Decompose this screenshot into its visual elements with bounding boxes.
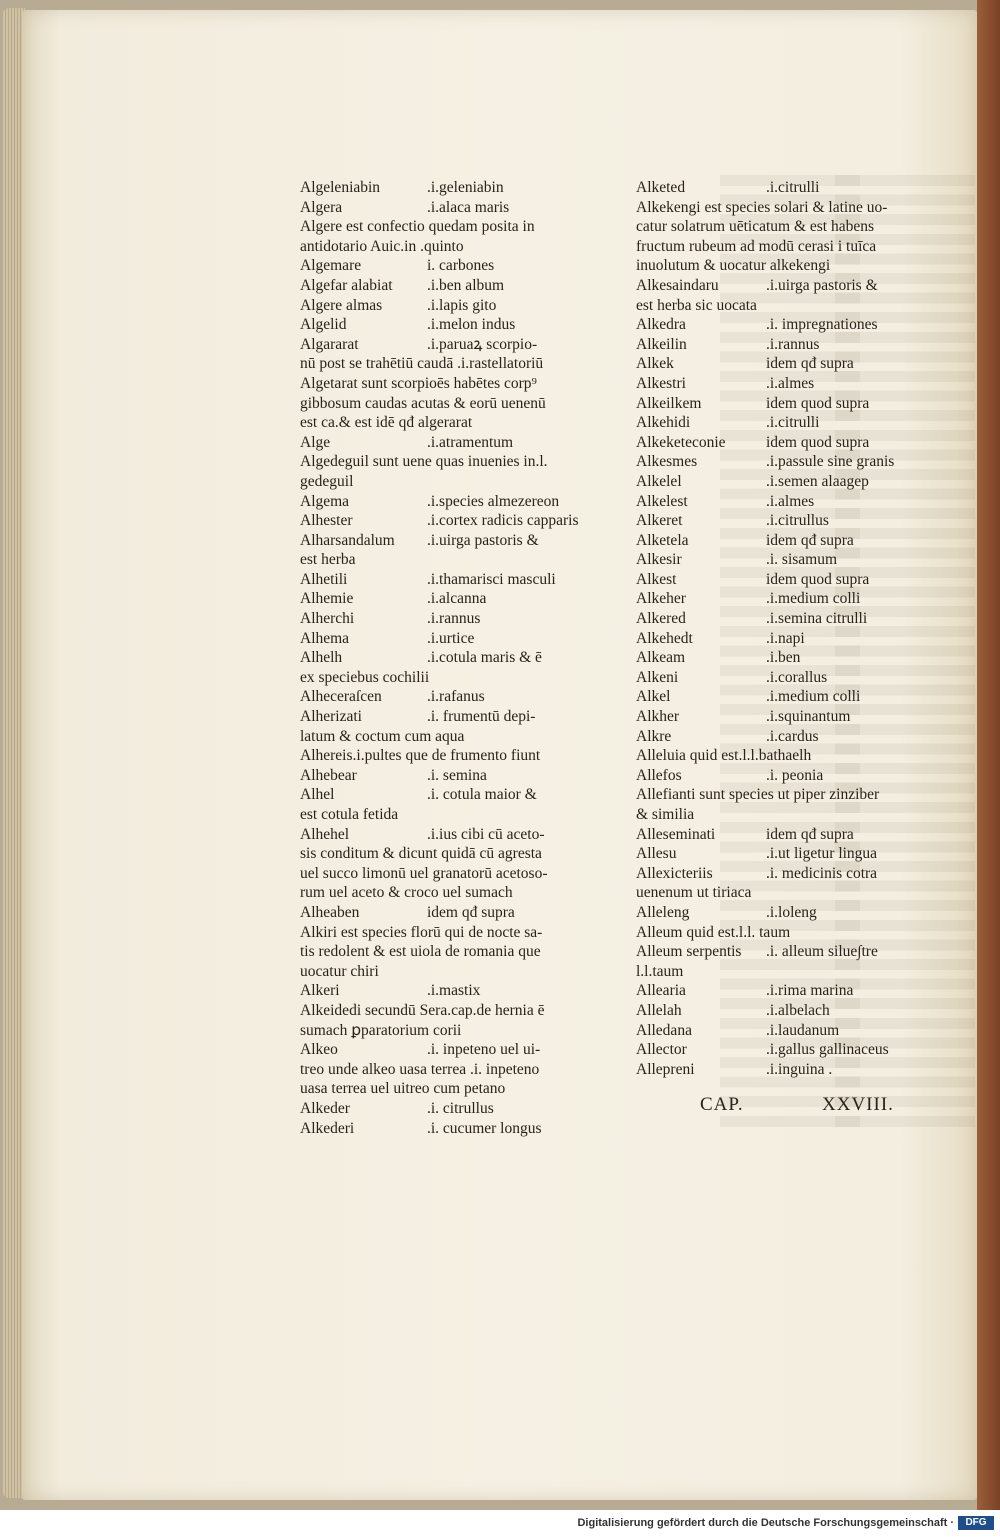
entry-definition: .i.alcanna bbox=[427, 590, 487, 608]
entry-definition: .i.gallus gallinaceus bbox=[766, 1041, 889, 1059]
entry-line bbox=[292, 746, 567, 766]
entry-headword: Alkeher bbox=[636, 590, 686, 608]
entry-headword: Alkek bbox=[636, 355, 674, 373]
entry-line bbox=[628, 1040, 908, 1060]
book-spine bbox=[977, 0, 1000, 1510]
entry-line bbox=[292, 1060, 567, 1080]
entry-headword: Alhebear bbox=[300, 766, 357, 784]
entry-headword: Alleseminati bbox=[636, 825, 716, 843]
entry-definition: .i.laudanum bbox=[766, 1021, 840, 1039]
entry-headword: Alkeketeconie bbox=[636, 433, 726, 451]
entry-headword: Algere almas bbox=[300, 296, 383, 314]
entry-line bbox=[628, 531, 908, 551]
entry-headword: Alkelel bbox=[636, 472, 682, 490]
entry-definition: .i.thamarisci masculi bbox=[427, 570, 556, 588]
entry-definition: .i.almes bbox=[766, 374, 815, 392]
entry-text: l.l.taum bbox=[636, 962, 684, 980]
entry-text: & similia bbox=[636, 806, 695, 823]
entry-text: Alkekengi est species solari & latine uo- bbox=[636, 198, 888, 216]
entry-line bbox=[628, 981, 908, 1001]
entry-headword: Alharsandalum bbox=[300, 531, 395, 549]
entry-line bbox=[628, 472, 908, 492]
entry-definition: .i.ben album bbox=[427, 276, 505, 294]
entry-headword: Alleum serpentis bbox=[636, 943, 742, 961]
entry-line bbox=[628, 609, 908, 629]
entry-definition: idem quod supra bbox=[766, 433, 870, 451]
entry-definition: .i.squinantum bbox=[766, 708, 851, 726]
entry-text: treo unde alkeo uasa terrea .i. inpeteno bbox=[300, 1060, 540, 1078]
entry-line bbox=[292, 785, 567, 805]
entry-headword: Alhelh bbox=[300, 649, 343, 667]
entry-headword: Alhel bbox=[300, 786, 335, 804]
entry-text: Alleum quid est.l.l. taum bbox=[636, 923, 791, 941]
entry-line bbox=[292, 883, 567, 903]
entry-headword: Allesu bbox=[636, 845, 677, 863]
entry-headword: Algema bbox=[300, 492, 350, 510]
entry-line bbox=[628, 1001, 908, 1021]
entry-definition: .i.napi bbox=[766, 629, 805, 647]
entry-line bbox=[292, 315, 567, 335]
entry-line bbox=[628, 629, 908, 649]
entry-definition: .i.albelach bbox=[766, 1001, 830, 1019]
entry-definition: idem quod supra bbox=[766, 570, 870, 588]
entry-line bbox=[628, 1060, 908, 1080]
entry-line bbox=[292, 570, 567, 590]
entry-text: rum uel aceto & croco uel sumach bbox=[300, 884, 513, 902]
entry-definition: .i.melon indus bbox=[427, 316, 516, 334]
entry-definition: .i.ut ligetur lingua bbox=[766, 845, 878, 863]
entry-line bbox=[292, 1021, 567, 1041]
entry-headword: Alkehidi bbox=[636, 414, 691, 432]
entry-text: antidotario Auic.in .quinto bbox=[300, 237, 464, 255]
entry-headword: Alkeo bbox=[300, 1041, 338, 1059]
entry-line bbox=[628, 413, 908, 433]
entry-definition: .i.almes bbox=[766, 492, 815, 510]
entry-line bbox=[292, 492, 567, 512]
entry-definition: .i.geleniabin bbox=[427, 179, 504, 196]
entry-headword: Alkeam bbox=[636, 649, 686, 667]
entry-definition: .i.alaca maris bbox=[427, 198, 510, 216]
entry-text: Alleluia quid est.l.l.bathaelh bbox=[636, 747, 812, 765]
entry-line bbox=[292, 687, 567, 707]
entry-line bbox=[628, 746, 908, 766]
entry-headword: Alkre bbox=[636, 727, 672, 745]
entry-headword: Alhema bbox=[300, 629, 350, 647]
entry-text: est herba sic uocata bbox=[636, 296, 757, 314]
entry-line bbox=[292, 981, 567, 1001]
entry-line bbox=[292, 256, 567, 276]
entry-headword: Alkered bbox=[636, 610, 686, 628]
entry-line bbox=[628, 805, 908, 825]
entry-definition: idem qđ supra bbox=[427, 903, 515, 921]
entry-headword: Algemare bbox=[300, 257, 362, 275]
entry-definition: .i.rannus bbox=[427, 610, 481, 628]
entry-line bbox=[292, 648, 567, 668]
entry-definition: .i.ius cibi cū aceto- bbox=[427, 825, 545, 843]
entry-line bbox=[292, 1099, 567, 1119]
entry-headword: Alketela bbox=[636, 531, 689, 549]
entry-headword: Alheceraſcen bbox=[300, 688, 382, 706]
chapter-label: CAP. bbox=[700, 1094, 744, 1115]
entry-text: Alhereis.i.pultes que de frumento fiunt bbox=[300, 747, 541, 765]
entry-definition: .i.uirga pastoris & bbox=[427, 531, 539, 549]
entry-line bbox=[292, 335, 567, 355]
entry-line bbox=[628, 589, 908, 609]
entry-headword: Allelah bbox=[636, 1001, 682, 1019]
entry-line bbox=[292, 1001, 567, 1021]
entry-definition: .i. impregnationes bbox=[766, 316, 878, 334]
entry-headword: Alkelest bbox=[636, 492, 688, 510]
entry-text: uasa terrea uel uitreo cum petano bbox=[300, 1080, 506, 1098]
entry-headword: Alkest bbox=[636, 570, 677, 588]
entry-headword: Algararat bbox=[300, 335, 359, 353]
entry-line bbox=[628, 511, 908, 531]
entry-headword: Alkeilkem bbox=[636, 394, 702, 412]
entry-line bbox=[628, 766, 908, 786]
entry-text: fructum rubeum ad modū cerasi i tuīca bbox=[636, 237, 877, 255]
entry-line bbox=[628, 903, 908, 923]
entry-line bbox=[628, 354, 908, 374]
entry-text: Algetarat sunt scorpioēs habētes corp⁹ bbox=[300, 374, 537, 392]
entry-line bbox=[292, 276, 567, 296]
entry-text: uenenum ut tiriaca bbox=[636, 884, 752, 902]
entry-line bbox=[292, 452, 567, 472]
entry-definition: .i.mastix bbox=[427, 982, 481, 1000]
entry-headword: Alkesmes bbox=[636, 453, 698, 471]
entry-text: inuolutum & uocatur alkekengi bbox=[636, 257, 831, 275]
entry-line bbox=[292, 629, 567, 649]
entry-definition: .i.cortex radicis capparis bbox=[427, 512, 579, 530]
entry-line bbox=[292, 589, 567, 609]
entry-definition: .i. medicinis cotra bbox=[766, 864, 878, 882]
entry-line bbox=[292, 844, 567, 864]
entry-headword: Alkesaindaru bbox=[636, 276, 719, 294]
entry-definition: .i.rima marina bbox=[766, 982, 854, 1000]
entry-line bbox=[628, 315, 908, 335]
entry-line bbox=[628, 276, 908, 296]
entry-line bbox=[628, 178, 908, 198]
entry-line bbox=[628, 217, 908, 237]
entry-text: uocatur chiri bbox=[300, 962, 379, 980]
entry-line bbox=[292, 903, 567, 923]
entry-line bbox=[628, 707, 908, 727]
entry-definition: .i. sisamum bbox=[766, 551, 838, 569]
entry-text: nū post se trahētiū caudā .i.rastellatoriū bbox=[300, 355, 544, 373]
entry-definition: idem qđ supra bbox=[766, 355, 854, 373]
entry-text: est cotula fetida bbox=[300, 806, 399, 823]
entry-line bbox=[628, 374, 908, 394]
entry-line bbox=[628, 452, 908, 472]
entry-definition: i. carbones bbox=[427, 257, 495, 275]
entry-headword: Algelid bbox=[300, 316, 347, 334]
entry-line bbox=[628, 687, 908, 707]
entry-line bbox=[628, 962, 908, 982]
entry-headword: Allepreni bbox=[636, 1060, 695, 1078]
entry-definition: .i.urtice bbox=[427, 629, 475, 647]
entry-text: est herba bbox=[300, 551, 356, 569]
entry-line bbox=[628, 942, 908, 962]
entry-text: est ca.& est idē qđ algerarat bbox=[300, 414, 473, 432]
entry-line bbox=[292, 727, 567, 747]
entry-definition: .i.semen alaagep bbox=[766, 472, 869, 490]
entry-headword: Alkedra bbox=[636, 316, 686, 334]
entry-line bbox=[628, 923, 908, 943]
entry-line bbox=[628, 335, 908, 355]
entry-headword: Allector bbox=[636, 1041, 687, 1059]
entry-definition: .i. cotula maior & bbox=[427, 786, 537, 804]
entry-definition: .i.lapis gito bbox=[427, 296, 497, 314]
entry-definition: .i.rafanus bbox=[427, 688, 485, 706]
entry-text: Algere est confectio quedam posita in bbox=[300, 218, 535, 236]
entry-definition: idem quod supra bbox=[766, 394, 870, 412]
entry-line bbox=[292, 1079, 567, 1099]
entry-definition: .i.loleng bbox=[766, 903, 817, 921]
entry-definition: .i.citrullus bbox=[766, 512, 829, 530]
entry-text: catur solatrum uēticatum & est habens bbox=[636, 218, 875, 236]
entry-line bbox=[292, 198, 567, 218]
entry-headword: Alkehedt bbox=[636, 629, 693, 647]
entry-line bbox=[292, 825, 567, 845]
entry-text: ex speciebus cochilii bbox=[300, 668, 430, 686]
entry-line bbox=[292, 413, 567, 433]
entry-definition: .i. peonia bbox=[766, 766, 824, 784]
entry-line bbox=[292, 864, 567, 884]
entry-headword: Alketed bbox=[636, 179, 686, 196]
entry-definition: idem qđ supra bbox=[766, 531, 854, 549]
entry-text: gedeguil bbox=[300, 472, 354, 490]
entry-line bbox=[292, 511, 579, 531]
entry-definition: .i.citrulli bbox=[766, 179, 820, 196]
entry-headword: Alhetili bbox=[300, 570, 348, 588]
entry-definition: .i.semina citrulli bbox=[766, 610, 868, 628]
entry-line bbox=[628, 825, 908, 845]
entry-line bbox=[628, 256, 908, 276]
entry-definition: .i. cucumer longus bbox=[427, 1119, 542, 1137]
entry-line bbox=[292, 354, 567, 374]
entry-headword: Allefos bbox=[636, 766, 682, 784]
entry-headword: Algera bbox=[300, 198, 343, 216]
entry-headword: Alkesir bbox=[636, 551, 682, 569]
entry-line bbox=[628, 570, 908, 590]
entry-definition: .i. alleum silue∫tre bbox=[766, 943, 878, 961]
left-text-column bbox=[292, 178, 579, 1138]
entry-text: Algedeguil sunt uene quas inuenies in.l. bbox=[300, 453, 548, 471]
entry-definition: .i.passule sine granis bbox=[766, 453, 895, 471]
entry-headword: Algefar alabiat bbox=[300, 276, 393, 294]
entry-line bbox=[628, 727, 908, 747]
entry-line bbox=[628, 883, 908, 903]
entry-text: Alkeidedi secundū Sera.cap.de hernia ē bbox=[300, 1001, 545, 1019]
entry-headword: Alkher bbox=[636, 708, 680, 726]
entry-headword: Alledana bbox=[636, 1021, 692, 1039]
entry-definition: .i.medium colli bbox=[766, 688, 861, 706]
entry-line bbox=[292, 178, 567, 198]
entry-headword: Alkederi bbox=[300, 1119, 355, 1137]
entry-definition: .i.atramentum bbox=[427, 433, 514, 451]
chapter-number: XXVIII. bbox=[822, 1094, 894, 1115]
entry-line bbox=[292, 609, 567, 629]
entry-line bbox=[292, 707, 567, 727]
entry-headword: Alkeilin bbox=[636, 335, 687, 353]
entry-definition: .i. inpeteno uel ui- bbox=[427, 1041, 541, 1059]
entry-line bbox=[292, 668, 567, 688]
entry-line bbox=[292, 394, 567, 414]
entry-line bbox=[628, 864, 908, 884]
entry-definition: .i.species almezereon bbox=[427, 492, 560, 510]
entry-headword: Alkel bbox=[636, 688, 671, 706]
entry-line bbox=[292, 923, 567, 943]
entry-definition: .i.citrulli bbox=[766, 414, 820, 432]
right-text-column bbox=[628, 178, 908, 1079]
entry-text: Allefianti sunt species ut piper zinziber bbox=[636, 786, 880, 804]
entry-line bbox=[628, 1021, 908, 1041]
entry-line bbox=[292, 472, 567, 492]
entry-definition: .i.medium colli bbox=[766, 590, 861, 608]
entry-line bbox=[292, 942, 567, 962]
entry-line bbox=[628, 296, 908, 316]
entry-line bbox=[628, 844, 908, 864]
entry-line bbox=[292, 296, 567, 316]
entry-headword: Alhehel bbox=[300, 825, 350, 843]
entry-definition: .i.cotula maris & ē bbox=[427, 649, 542, 667]
entry-text: latum & coctum cum aqua bbox=[300, 727, 465, 745]
entry-line bbox=[292, 805, 567, 825]
entry-headword: Alkeret bbox=[636, 512, 683, 530]
entry-text: sumach ꝑparatorium corii bbox=[300, 1021, 462, 1039]
entry-definition: .i.paruaꝝ scorpio- bbox=[427, 335, 538, 353]
entry-line bbox=[292, 550, 567, 570]
entry-definition: .i. semina bbox=[427, 766, 487, 784]
entry-headword: Allearia bbox=[636, 982, 686, 1000]
entry-line bbox=[292, 766, 567, 786]
entry-line bbox=[292, 1040, 567, 1060]
entry-line bbox=[628, 550, 908, 570]
entry-line bbox=[292, 217, 567, 237]
entry-line bbox=[628, 394, 908, 414]
entry-text: uel succo limonū uel granatorū acetoso- bbox=[300, 864, 548, 882]
entry-text: tis redolent & est uiola de romania que bbox=[300, 943, 541, 961]
entry-definition: idem qđ supra bbox=[766, 825, 854, 843]
entry-line bbox=[292, 433, 567, 453]
entry-headword: Alhemie bbox=[300, 590, 354, 608]
entry-headword: Alkeder bbox=[300, 1099, 350, 1117]
entry-line bbox=[628, 648, 908, 668]
entry-text: gibbosum caudas acutas & eorū uenenū bbox=[300, 394, 546, 412]
dfg-logo-icon: DFG bbox=[958, 1516, 994, 1530]
entry-definition: .i. citrullus bbox=[427, 1099, 494, 1117]
entry-definition: .i.cardus bbox=[766, 727, 819, 745]
entry-headword: Alleleng bbox=[636, 903, 690, 921]
entry-text: sis conditum & dicunt quidā cū agresta bbox=[300, 845, 542, 863]
entry-line bbox=[628, 785, 908, 805]
entry-headword: Alheaben bbox=[300, 903, 360, 921]
dfg-credit: Digitalisierung gefördert durch die Deutsche Forschungsgemeinschaft · bbox=[577, 1517, 954, 1529]
entry-definition: .i.corallus bbox=[766, 668, 828, 686]
entry-definition: .i. frumentū depi- bbox=[427, 708, 536, 726]
entry-line bbox=[292, 237, 567, 257]
entry-line bbox=[628, 433, 908, 453]
entry-line bbox=[628, 237, 908, 257]
entry-definition: .i.rannus bbox=[766, 335, 820, 353]
entry-line bbox=[628, 668, 908, 688]
entry-headword: Allexicteriis bbox=[636, 864, 713, 882]
entry-line bbox=[292, 374, 567, 394]
entry-headword: Alkestri bbox=[636, 374, 686, 392]
entry-headword: Alhester bbox=[300, 512, 353, 530]
entry-line bbox=[292, 962, 567, 982]
entry-line bbox=[292, 1119, 567, 1139]
entry-definition: .i.inguina . bbox=[766, 1060, 833, 1078]
entry-headword: Alherchi bbox=[300, 610, 355, 628]
entry-line bbox=[628, 492, 908, 512]
entry-headword: Alge bbox=[300, 433, 331, 451]
entry-headword: Alkeri bbox=[300, 982, 340, 1000]
entry-line bbox=[628, 198, 908, 218]
entry-definition: .i.ben bbox=[766, 649, 801, 667]
entry-headword: Alherizati bbox=[300, 708, 362, 726]
entry-headword: Algeleniabin bbox=[300, 179, 381, 196]
entry-line bbox=[292, 531, 567, 551]
entry-text: Alkiri est species florū qui de nocte sa- bbox=[300, 923, 543, 941]
entry-definition: .i.uirga pastoris & bbox=[766, 276, 878, 294]
entry-headword: Alkeni bbox=[636, 668, 679, 686]
